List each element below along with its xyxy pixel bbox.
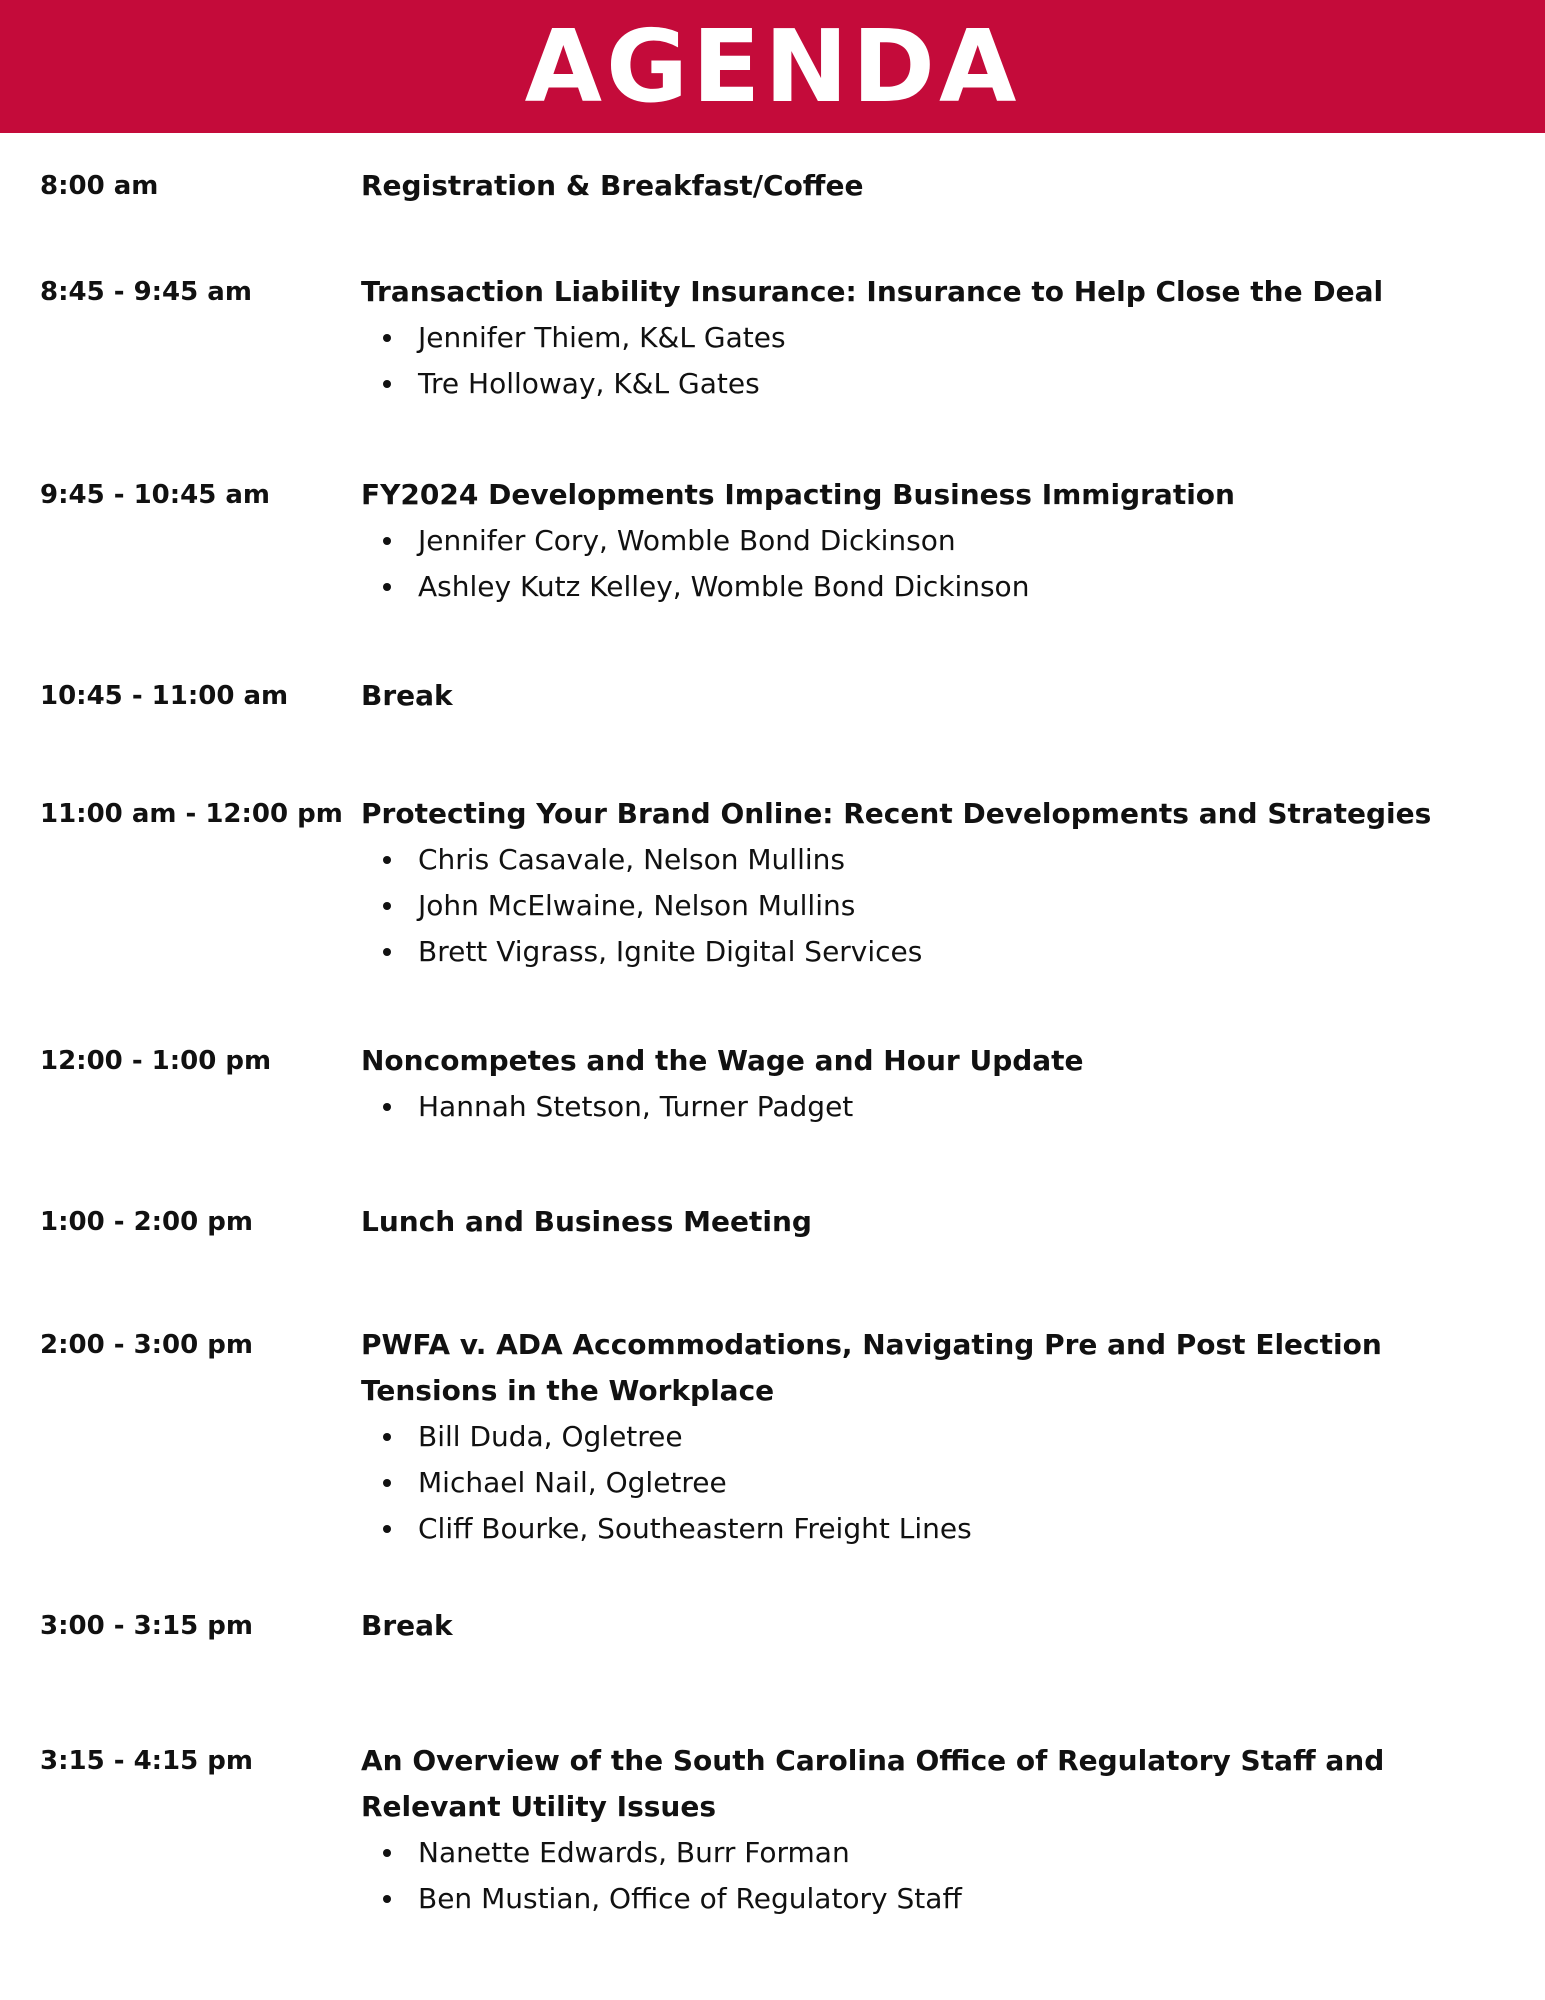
agenda-content [361,1199,1521,1245]
speaker-item [361,1506,1521,1552]
session-title: Lunch and Business Meeting [361,1205,812,1238]
session-title: Noncompetes and the Wage and Hour Update [361,1044,1084,1077]
agenda-time: 11:00 am - 12:00 pm [40,799,343,829]
speaker-list [361,837,1521,975]
speaker-name: Brett Vigrass, Ignite Digital Services [418,935,923,968]
speaker-list [361,315,1521,407]
speaker-name: Ashley Kutz Kelley, Womble Bond Dickinson [418,570,1030,603]
bullet-icon [383,334,391,342]
speaker-item [361,518,1521,564]
bullet-icon [383,902,391,910]
speaker-name: Jennifer Thiem, K&L Gates [418,321,786,354]
speaker-name: Chris Casavale, Nelson Mullins [418,843,845,876]
bullet-icon [383,1103,391,1111]
bullet-icon [383,380,391,388]
agenda-content [361,1322,1521,1552]
speaker-list [361,518,1521,610]
speaker-item [361,1084,1521,1130]
speaker-item [361,361,1521,407]
agenda-time: 3:00 - 3:15 pm [40,1611,253,1641]
speaker-name: Nanette Edwards, Burr Forman [418,1836,850,1869]
agenda-content [361,269,1521,407]
bullet-icon [383,1895,391,1903]
bullet-icon [383,1433,391,1441]
agenda-time: 8:00 am [40,171,159,201]
speaker-name: Jennifer Cory, Womble Bond Dickinson [418,524,956,557]
agenda-content [361,472,1521,610]
bullet-icon [383,583,391,591]
agenda-time: 3:15 - 4:15 pm [40,1746,253,1776]
speaker-name: Hannah Stetson, Turner Padget [418,1090,854,1123]
agenda-time: 2:00 - 3:00 pm [40,1330,253,1360]
agenda-content [361,1603,1521,1649]
session-title: FY2024 Developments Impacting Business Immigration [361,478,1235,511]
speaker-list [361,1414,1521,1552]
speaker-list [361,1830,1521,1922]
speaker-item [361,1460,1521,1506]
speaker-item [361,1414,1521,1460]
bullet-icon [383,1849,391,1857]
bullet-icon [383,1479,391,1487]
agenda-content [361,1738,1521,1922]
speaker-name: John McElwaine, Nelson Mullins [418,889,856,922]
agenda-time: 9:45 - 10:45 am [40,480,271,510]
speaker-name: Ben Mustian, Office of Regulatory Staff [418,1882,962,1915]
bullet-icon [383,948,391,956]
agenda-content [361,163,1521,209]
agenda-time: 1:00 - 2:00 pm [40,1207,253,1237]
bullet-icon [383,856,391,864]
speaker-item [361,315,1521,361]
agenda-content [361,673,1521,719]
speaker-name: Tre Holloway, K&L Gates [418,367,760,400]
speaker-item [361,837,1521,883]
speaker-name: Bill Duda, Ogletree [418,1420,683,1453]
bullet-icon [383,537,391,545]
session-title: Transaction Liability Insurance: Insurance to Help Close the Deal [361,275,1384,308]
agenda-time: 8:45 - 9:45 am [40,277,252,307]
speaker-name: Michael Nail, Ogletree [418,1466,727,1499]
session-title: Break [361,1609,453,1642]
speaker-item [361,883,1521,929]
speaker-name: Cliff Bourke, Southeastern Freight Lines [418,1512,972,1545]
page-title: AGENDA [524,7,1021,125]
speaker-item [361,564,1521,610]
agenda-header [0,0,1545,133]
agenda-content [361,791,1521,975]
speaker-item [361,929,1521,975]
session-title: Registration & Breakfast/Coffee [361,169,864,202]
session-title: PWFA v. ADA Accommodations, Navigating Pre and Post Election Tensions in the Workplace [361,1328,1382,1407]
session-title: Break [361,679,453,712]
agenda-time: 10:45 - 11:00 am [40,681,289,711]
session-title: Protecting Your Brand Online: Recent Developments and Strategies [361,797,1432,830]
speaker-item [361,1876,1521,1922]
speaker-item [361,1830,1521,1876]
agenda-time: 12:00 - 1:00 pm [40,1046,272,1076]
session-title: An Overview of the South Carolina Office of Regulatory Staff and Relevant Utility Issues [361,1744,1385,1823]
bullet-icon [383,1525,391,1533]
speaker-list [361,1084,1521,1130]
agenda-content [361,1038,1521,1130]
